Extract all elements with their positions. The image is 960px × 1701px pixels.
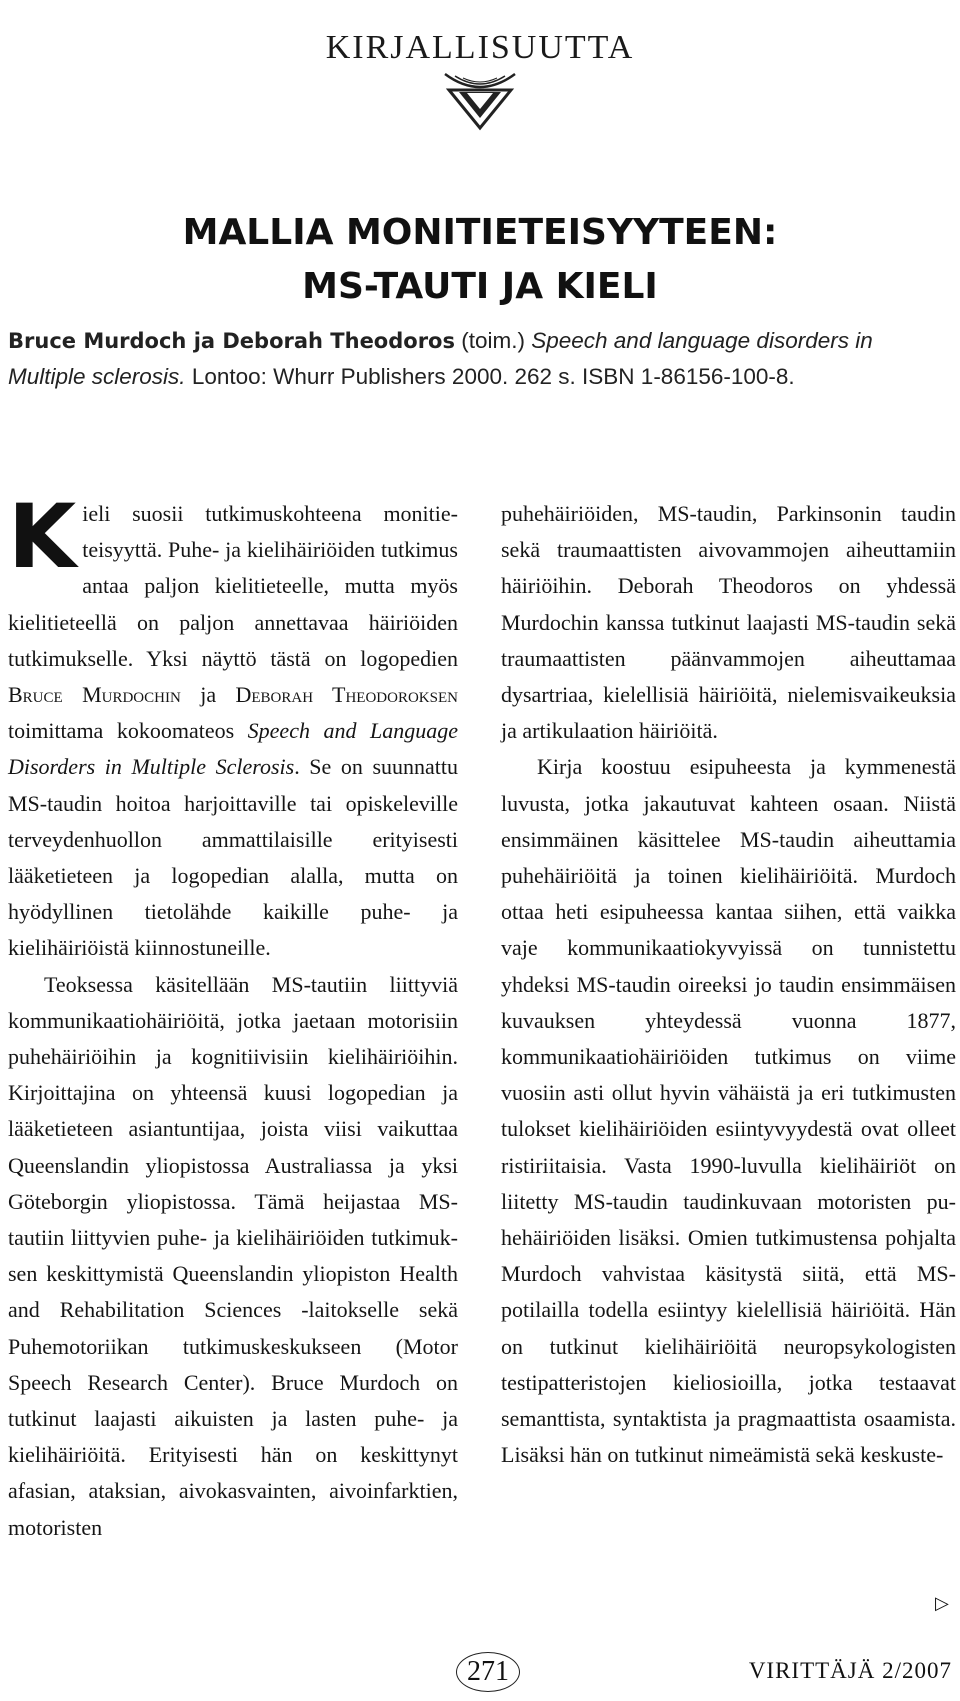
continue-arrow-icon: ▷	[935, 1593, 949, 1614]
paragraph-3: puhehäiriöiden, MS-taudin, Parkinsonin taudin sekä traumaattisten aivovammojen aiheuttamiin häiriöihin. Deborah Theodoros on yhdessä Murdochin kanssa tutkinut laajasti MS-taudin sekä traumaattisten päänvammojen aiheuttamaa dysartriaa, kielellisiä häiriöitä, nielemisvaikeuksia ja artikulaation häiriöitä.	[501, 501, 956, 744]
p1-text-b: ja	[180, 682, 236, 708]
book-title-italic: Speech and Language Disorders in Multiple Sclerosis	[8, 718, 458, 780]
p1-text-a: ieli suosii tutkimuskohteena monitieteisyyttä. Puhe- ja kielihäiriöiden tutkimus antaa paljon kielitieteelle, mutta myös kielitieteellä on paljon annettavaa häiriöiden tutkimukselle. Yksi näyttö tästä on logopedien	[8, 501, 458, 671]
page-number: 271	[456, 1652, 520, 1692]
article-title-line-1: MALLIA MONITIETEISYYTEEN:	[182, 212, 778, 253]
author-name-theodoros: Deborah Theodoroksen	[235, 682, 458, 708]
paragraph-2: Teoksessa käsitellään MS-tautiin liittyviä kommunikaatiohäiriöitä, jotka jaetaan motorisiin puhehäiriöihin ja kognitiivisiin kielihäiriöihin. Kirjoittajina on yhteensä kuusi logopedian ja lääketieteen asiantuntijaa, joista viisi vaikuttaa Queenslandin yliopistossa Australiassa ja yksi Göteborgin yliopistossa. Tämä heijastaa MS-tautiin liittyvien puhe- ja kielihäiriöiden tutkimuksen keskittymistä Queenslandin yliopiston Health and Rehabilitation Sciences -laitokselle sekä Puhemotoriikan tutkimuskeskukseen (Motor Speech Research Center). Bruce Murdoch on tutkinut laajasti aikuisten ja lasten puhe- ja kielihäiriöitä. Erityisesti hän on keskittynyt afasian, ataksian, aivokasvainten, aivoinfarktien, motoristen	[8, 971, 458, 1540]
right-column	[501, 496, 956, 1473]
citation-authors: Bruce Murdoch ja Deborah Theodoros	[8, 329, 455, 353]
author-name-murdoch: Bruce Murdochin	[8, 682, 181, 708]
book-citation	[8, 323, 953, 395]
paragraph-1	[8, 485, 458, 967]
journal-issue: VIRITTÄJÄ 2/2007	[748, 1658, 952, 1683]
citation-editor-note: (toim.)	[454, 328, 532, 353]
paragraph-4: Kirja koostuu esipuheesta ja kymmenestä luvusta, jotka jakautuvat kahteen osaan. Niistä ensimmäinen käsittelee MS-taudin aiheuttamia puhehäiriöitä ja toinen kielihäiriöitä. Murdoch ottaa heti esipuheessa kantaa siihen, että vaikka vaje kommunikaatiokyvyissä on tunnistettu yhdeksi MS-taudin oireeksi jo taudin ensimmäisen kuvauksen yhteydessä vuonna 1877, kommunikaatiohäiriöiden tutkimus on viime vuosiin asti ollut hyvin vähäistä ja eri tutkimusten tulokset kielihäiriöiden esiintyvyydestä ovat olleet ristiriitaisia. Vasta 1990-luvulla kielihäiriöt on liitetty MS-taudin taudinkuvaan motoristen puhehäiriöiden lisäksi. Omien tutkimustensa pohjalta Murdoch vahvistaa käsitystä siitä, että MS-potilailla todella esiintyy kielellisiä häiriöitä. Hän on tutkinut kielihäiriöitä neuropsykologisten testipatteristojen kieliosioilla, jotka testaavat semanttista, syntaktista ja pragmaattista osaamista. Lisäksi hän on tutkinut nimeämistä sekä keskuste-	[501, 754, 956, 1468]
p1-text-c: toimittama kokoomateos	[8, 718, 248, 744]
section-title: KIRJALLISUUTTA	[325, 29, 635, 66]
citation-publication: Lontoo: Whurr Publishers 2000. 262 s. ISBN 1-86156-100-8.	[185, 364, 795, 389]
citation-book-title: Speech and language disorders in Multiple sclerosis.	[8, 328, 873, 389]
p1-text-d: . Se on suunnattu MS-taudin hoitoa harjoittaville tai opiskeleville terveydenhuollon ammattilaisille erityisesti lääketieteen ja logopedian alalla, mutta on hyödyllinen tietolähde kaikille puhe- ja kielihäiriöistä kiinnostuneille.	[8, 754, 458, 961]
left-column	[8, 485, 458, 1546]
decorative-ornament-icon	[405, 70, 555, 132]
drop-cap: K	[8, 485, 77, 588]
article-title	[0, 206, 960, 314]
section-header	[0, 28, 960, 132]
article-title-line-2: MS-TAUTI JA KIELI	[302, 266, 658, 307]
